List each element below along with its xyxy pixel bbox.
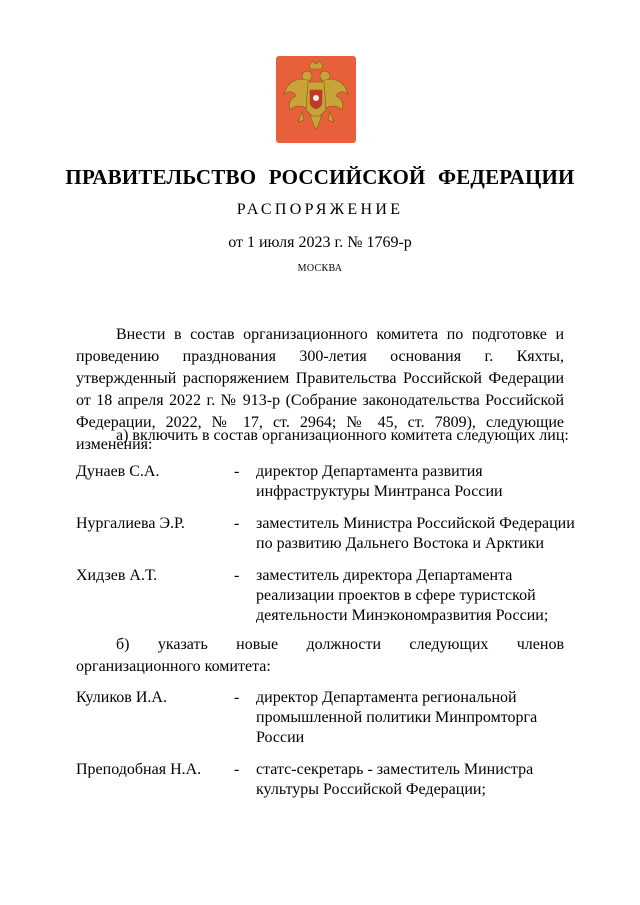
member-position: заместитель директора Департамента реализации проектов в сфере туристской деятельности Минэкономразвития России; xyxy=(256,567,549,624)
government-title: ПРАВИТЕЛЬСТВО РОССИЙСКОЙ ФЕДЕРАЦИИ xyxy=(65,165,575,189)
document-city: МОСКВА xyxy=(297,263,343,274)
member-name: Преподобная Н.А. xyxy=(76,761,202,778)
member-position: директор Департамента развития инфраструктуры Минтранса России xyxy=(256,463,503,500)
member-dash: - xyxy=(234,689,240,706)
intro-text: Внести в состав организационного комитета по подготовке и проведению празднования 300-летия основания г. Кяхты, утвержденный распоряжением Правительства Российской Федерации от 18 апреля 2022 г. № 913-р (Собрание законодательства Российской Федерации, 2022, № 17, ст. 2964; № 45, ст. 7809), следующие изменения: xyxy=(76,326,564,453)
document-date-number: от 1 июля 2023 г. № 1769-р xyxy=(228,234,412,251)
member-dash: - xyxy=(234,463,240,480)
item-b-text: б) указать новые должности следующих членов организационного комитета: xyxy=(76,636,564,675)
coat-of-arms-emblem xyxy=(276,56,356,143)
member-name: Хидзев А.Т. xyxy=(76,567,158,584)
document-type: РАСПОРЯЖЕНИЕ xyxy=(236,201,404,218)
item-b-paragraph xyxy=(76,634,564,678)
russian-coat-of-arms-icon xyxy=(276,56,356,143)
member-position: заместитель Министра Российской Федерации по развитию Дальнего Востока и Арктики xyxy=(256,515,575,552)
member-dash: - xyxy=(234,761,240,778)
item-a-text: а) включить в состав организационного комитета следующих лиц: xyxy=(116,427,569,444)
member-name: Дунаев С.А. xyxy=(76,463,160,480)
member-dash: - xyxy=(234,515,240,532)
member-position: статс-секретарь - заместитель Министра культуры Российской Федерации; xyxy=(256,761,534,798)
member-name: Нургалиева Э.Р. xyxy=(76,515,185,532)
member-name: Куликов И.А. xyxy=(76,689,167,706)
member-position: директор Департамента региональной промышленной политики Минпромторга России xyxy=(256,689,538,746)
member-dash: - xyxy=(234,567,240,584)
